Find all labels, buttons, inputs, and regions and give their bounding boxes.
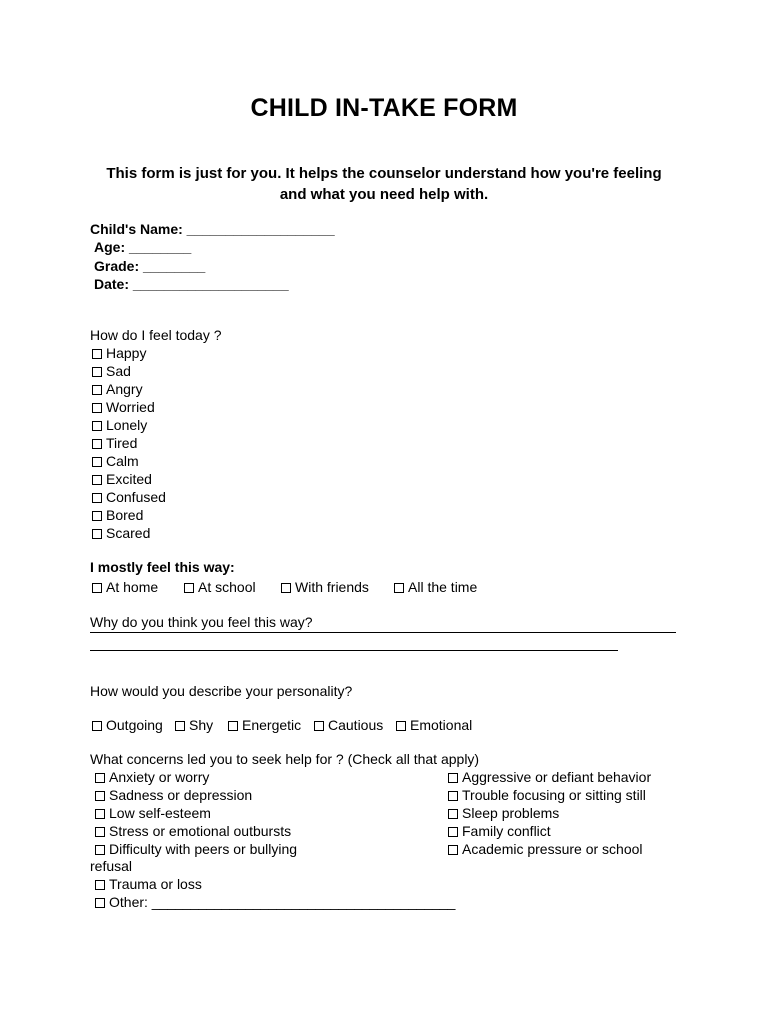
checkbox-label: Angry [106,381,143,397]
feel-option-angry[interactable] [92,381,143,397]
concern-right-4[interactable] [448,841,643,857]
concern-left-2[interactable] [95,805,211,821]
checkbox-icon[interactable] [184,583,194,593]
checkbox-label: Sadness or depression [109,787,253,803]
concern-wrap-text: refusal [90,858,133,874]
checkbox-icon[interactable] [95,827,105,837]
checkbox-label: Happy [106,345,147,361]
checkbox-label: Worried [106,399,155,415]
checkbox-icon[interactable] [92,403,102,413]
checkbox-label: Excited [106,471,152,487]
mostly-option-with-friends[interactable] [281,579,369,595]
concern-right-3[interactable] [448,823,551,839]
checkbox-label: Energetic [242,717,302,733]
why-answer-line-2[interactable] [90,650,618,651]
concern-left-3[interactable] [95,823,291,839]
checkbox-label: Outgoing [106,717,163,733]
checkbox-label: With friends [295,579,369,595]
concern-right-2[interactable] [448,805,559,821]
checkbox-label: Low self-esteem [109,805,211,821]
personality-option-cautious[interactable] [314,717,383,733]
checkbox-label: Scared [106,525,151,541]
feel-today-question: How do I feel today ? [90,327,222,343]
checkbox-icon[interactable] [92,439,102,449]
concern-left-0[interactable] [95,769,209,785]
feel-option-tired[interactable] [92,435,137,451]
grade-field[interactable]: Grade: ________ [94,258,206,274]
checkbox-label: Difficulty with peers or bullying [109,841,298,857]
feel-option-scared[interactable] [92,525,150,541]
checkbox-icon[interactable] [175,721,185,731]
personality-option-outgoing[interactable] [92,717,163,733]
checkbox-label: Lonely [106,417,148,433]
personality-option-shy[interactable] [175,717,213,733]
checkbox-label: Cautious [328,717,384,733]
concern-right-1[interactable] [448,787,646,803]
checkbox-icon[interactable] [95,880,105,890]
checkbox-icon[interactable] [95,845,105,855]
checkbox-label: Stress or emotional outbursts [109,823,292,839]
checkbox-label: Calm [106,453,139,469]
intro-line-2: and what you need help with. [279,186,489,203]
checkbox-label: Other: _______________________________________ [109,894,456,910]
checkbox-label: Emotional [410,717,473,733]
feel-option-calm[interactable] [92,453,139,469]
checkbox-icon[interactable] [448,845,458,855]
checkbox-label: Anxiety or worry [109,769,210,785]
why-answer-line-1[interactable] [90,632,676,633]
checkbox-icon[interactable] [448,827,458,837]
checkbox-label: Trouble focusing or sitting still [462,787,646,803]
checkbox-icon[interactable] [92,583,102,593]
feel-option-excited[interactable] [92,471,152,487]
mostly-option-at-school[interactable] [184,579,256,595]
concerns-question: What concerns led you to seek help for ? (Check all that apply) [90,751,480,767]
checkbox-icon[interactable] [92,475,102,485]
feel-option-happy[interactable] [92,345,146,361]
checkbox-icon[interactable] [92,493,102,503]
checkbox-icon[interactable] [228,721,238,731]
mostly-option-at-home[interactable] [92,579,158,595]
feel-option-lonely[interactable] [92,417,147,433]
concern-left-1[interactable] [95,787,252,803]
checkbox-label: Family conflict [462,823,551,839]
checkbox-icon[interactable] [95,791,105,801]
checkbox-label: Bored [106,507,144,523]
childs-name-field[interactable]: Child's Name: ___________________ [90,221,335,237]
checkbox-icon[interactable] [314,721,324,731]
checkbox-label: Tired [106,435,138,451]
checkbox-label: Sleep problems [462,805,560,821]
checkbox-label: Aggressive or defiant behavior [462,769,652,785]
checkbox-icon[interactable] [92,421,102,431]
feel-option-bored[interactable] [92,507,143,523]
checkbox-label: Confused [106,489,166,505]
concern-right-0[interactable] [448,769,651,785]
form-title: CHILD IN-TAKE FORM [250,94,518,122]
checkbox-label: Shy [189,717,214,733]
intro-line-1: This form is just for you. It helps the counselor understand how you're feeling [106,165,662,182]
checkbox-label: At school [198,579,256,595]
age-field[interactable]: Age: ________ [94,239,192,255]
checkbox-icon[interactable] [92,529,102,539]
checkbox-icon[interactable] [92,511,102,521]
checkbox-label: At home [106,579,159,595]
personality-question: How would you describe your personality? [90,683,353,699]
checkbox-icon[interactable] [95,809,105,819]
concern-trauma[interactable] [95,876,202,892]
feel-option-sad[interactable] [92,363,131,379]
checkbox-icon[interactable] [448,809,458,819]
personality-option-emotional[interactable] [396,717,472,733]
feel-option-worried[interactable] [92,399,155,415]
checkbox-label: Academic pressure or school [462,841,643,857]
mostly-feel-question: I mostly feel this way: [90,559,235,575]
concern-left-4[interactable] [95,841,297,857]
checkbox-icon[interactable] [448,791,458,801]
checkbox-icon[interactable] [95,773,105,783]
checkbox-label: Sad [106,363,131,379]
checkbox-icon[interactable] [396,721,406,731]
checkbox-icon[interactable] [92,349,102,359]
checkbox-icon[interactable] [281,583,291,593]
checkbox-icon[interactable] [92,385,102,395]
checkbox-icon[interactable] [92,367,102,377]
personality-option-energetic[interactable] [228,717,301,733]
checkbox-icon[interactable] [92,721,102,731]
checkbox-label: All the time [408,579,478,595]
concern-other[interactable] [95,894,455,910]
mostly-option-all-the-time[interactable] [394,579,477,595]
checkbox-icon[interactable] [448,773,458,783]
checkbox-icon[interactable] [394,583,404,593]
checkbox-label: Trauma or loss [109,876,202,892]
checkbox-icon[interactable] [95,898,105,908]
feel-option-confused[interactable] [92,489,166,505]
date-field[interactable]: Date: ____________________ [94,276,289,292]
why-question: Why do you think you feel this way? [90,614,313,630]
checkbox-icon[interactable] [92,457,102,467]
